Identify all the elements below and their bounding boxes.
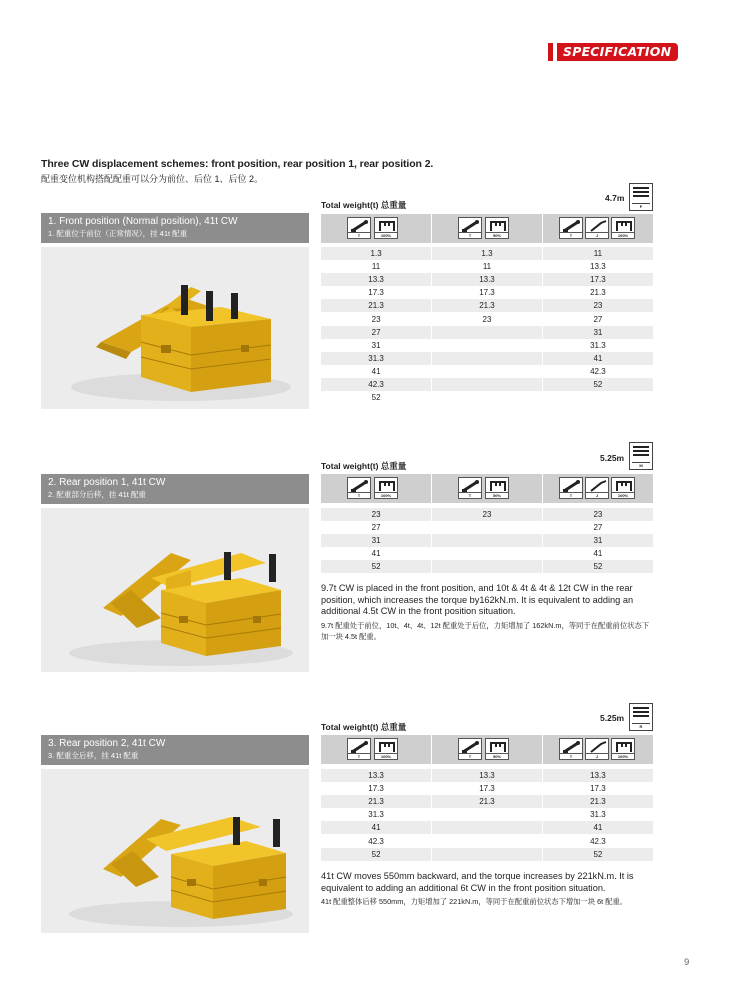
section-subtitle: 3. 配重全后移，挂 41t 配重 (48, 751, 139, 760)
table-cell: 31.3 (321, 352, 432, 365)
outrigger-icon: 50% (485, 477, 509, 499)
configuration-icons-row (321, 735, 653, 764)
table-cell: 31.3 (542, 808, 653, 821)
crane-boom-icon: T (347, 738, 371, 760)
outrigger-icon: 100% (611, 477, 635, 499)
badge-label: SPECIFICATION (557, 43, 678, 61)
weight-table-front (321, 247, 653, 404)
jib-icon: J (585, 477, 609, 499)
table-row (321, 326, 653, 339)
table-cell (432, 834, 543, 847)
table-cell: 23 (432, 312, 543, 325)
column-main-boom (321, 474, 432, 503)
table-cell: 23 (432, 508, 543, 521)
table-cell: 13.3 (432, 769, 543, 782)
table-row (321, 299, 653, 312)
table-cell: 11 (542, 247, 653, 260)
section-title: 2. Rear position 1, 41t CW (48, 477, 166, 488)
section-title: 3. Rear position 2, 41t CW (48, 738, 166, 749)
table-cell: 31 (321, 339, 432, 352)
column-half-outrigger (432, 735, 543, 764)
table-row (321, 286, 653, 299)
table-cell: 27 (321, 326, 432, 339)
configuration-icons-row (321, 214, 653, 243)
total-weight-label: Total weight(t) 总重量 (321, 461, 407, 471)
table-cell (432, 326, 543, 339)
counterweight-photo-front (41, 247, 309, 409)
table-row (321, 547, 653, 560)
table-row (321, 312, 653, 325)
total-weight-label: Total weight(t) 总重量 (321, 722, 407, 732)
table-cell: 41 (321, 547, 432, 560)
table-cell: 52 (542, 560, 653, 573)
table-cell: 27 (542, 312, 653, 325)
intro-chinese: 配重变位机构搭配配重可以分为前位、后位 1、后位 2。 (41, 174, 264, 184)
table-row (321, 260, 653, 273)
table-cell: 31 (321, 534, 432, 547)
crane-boom-icon: T (458, 477, 482, 499)
table-cell: 31 (542, 534, 653, 547)
crane-boom-icon: T (347, 217, 371, 239)
table-row (321, 365, 653, 378)
table-row (321, 834, 653, 847)
total-weight-label: Total weight(t) 总重量 (321, 200, 407, 210)
table-cell: 21.3 (321, 299, 432, 312)
table-cell: 27 (321, 521, 432, 534)
table-cell: 52 (542, 848, 653, 861)
table-cell: 21.3 (321, 795, 432, 808)
table-row (321, 339, 653, 352)
table-cell: 1.3 (321, 247, 432, 260)
table-row (321, 769, 653, 782)
section-1-header (41, 213, 309, 243)
counterweight-length: 5.25m (600, 453, 625, 463)
table-cell: 21.3 (542, 795, 653, 808)
outrigger-icon: 100% (611, 738, 635, 760)
table-row (321, 848, 653, 861)
table-cell: 13.3 (542, 769, 653, 782)
counterweight-position-icon: F (629, 183, 653, 211)
page-number: 9 (684, 957, 690, 968)
table-cell: 17.3 (432, 286, 543, 299)
outrigger-icon: 100% (374, 738, 398, 760)
table-cell (432, 352, 543, 365)
table-row (321, 391, 653, 404)
column-jib (543, 735, 653, 764)
table-cell: 41 (321, 365, 432, 378)
table-cell (432, 560, 543, 573)
table-cell: 17.3 (542, 782, 653, 795)
table-cell: 13.3 (321, 769, 432, 782)
table-cell: 42.3 (542, 365, 653, 378)
table-cell: 52 (321, 391, 432, 404)
table-row (321, 560, 653, 573)
table-cell: 17.3 (432, 782, 543, 795)
table-row (321, 521, 653, 534)
configuration-icons-row (321, 474, 653, 503)
table-row (321, 795, 653, 808)
rear-1-note-chinese: 9.7t 配重处于前位，10t、4t、4t、12t 配重处于后位，力矩增加了 162kN.m，等同于在配重前位状态下加一块 4.5t 配重。 (321, 621, 650, 641)
rear-2-note-chinese: 41t 配重整体后移 550mm，力矩增加了 221kN.m，等同于在配重前位状态下增加一块 6t 配重。 (321, 897, 628, 906)
table-cell: 23 (321, 312, 432, 325)
table-row (321, 378, 653, 391)
table-cell: 21.3 (432, 299, 543, 312)
table-row (321, 782, 653, 795)
table-cell: 31.3 (321, 808, 432, 821)
crane-boom-icon: T (347, 477, 371, 499)
crane-boom-icon: T (458, 217, 482, 239)
intro-english: Three CW displacement schemes: front position, rear position 1, rear position 2. (41, 158, 434, 170)
table-cell: 17.3 (321, 782, 432, 795)
table-cell: 13.3 (432, 273, 543, 286)
rear-1-note-english: 9.7t CW is placed in the front position, and 10t & 4t & 4t & 12t CW in the rear position, which increases the torque by162kN.m. It is equivalent to adding an additional 4.5t CW in the front position situation. (321, 583, 634, 616)
counterweight-photo-rear-2 (41, 769, 309, 933)
jib-icon: J (585, 738, 609, 760)
table-cell (432, 391, 543, 404)
crane-boom-icon: T (559, 738, 583, 760)
table-cell (432, 521, 543, 534)
column-jib (543, 214, 653, 243)
table-row (321, 247, 653, 260)
table-cell (432, 848, 543, 861)
table-cell: 31 (542, 326, 653, 339)
table-cell (432, 365, 543, 378)
table-cell: 23 (321, 508, 432, 521)
table-cell: 17.3 (321, 286, 432, 299)
table-row (321, 508, 653, 521)
rear-2-note-english: 41t CW moves 550mm backward, and the torque increases by 221kN.m. It is equivalent to adding an additional 6t CW in the front position situation. (321, 871, 634, 893)
table-cell: 1.3 (432, 247, 543, 260)
table-cell (432, 534, 543, 547)
counterweight-photo-rear-1 (41, 508, 309, 672)
weight-table-rear-2 (321, 769, 653, 861)
table-cell: 23 (542, 508, 653, 521)
column-main-boom (321, 214, 432, 243)
specification-badge (548, 43, 678, 61)
section-2-header (41, 474, 309, 504)
table-cell: 31.3 (542, 339, 653, 352)
table-cell (432, 339, 543, 352)
table-cell: 11 (432, 260, 543, 273)
table-cell: 41 (542, 547, 653, 560)
column-half-outrigger (432, 474, 543, 503)
table-cell (432, 821, 543, 834)
counterweight-position-icon: R (629, 703, 653, 731)
table-cell: 17.3 (542, 273, 653, 286)
table-row (321, 808, 653, 821)
table-cell: 42.3 (542, 834, 653, 847)
table-cell: 11 (321, 260, 432, 273)
crane-boom-icon: T (559, 477, 583, 499)
counterweight-position-icon: M (629, 442, 653, 470)
crane-boom-icon: T (458, 738, 482, 760)
crane-boom-icon: T (559, 217, 583, 239)
table-row (321, 821, 653, 834)
table-cell: 52 (321, 560, 432, 573)
column-main-boom (321, 735, 432, 764)
table-cell: 13.3 (321, 273, 432, 286)
table-cell (432, 547, 543, 560)
table-cell: 27 (542, 521, 653, 534)
outrigger-icon: 50% (485, 217, 509, 239)
table-cell: 42.3 (321, 378, 432, 391)
table-cell: 21.3 (432, 795, 543, 808)
counterweight-length: 4.7m (605, 193, 625, 203)
table-cell (432, 378, 543, 391)
badge-bar (548, 43, 553, 61)
table-cell: 21.3 (542, 286, 653, 299)
section-title: 1. Front position (Normal position), 41t CW (48, 216, 238, 227)
outrigger-icon: 100% (611, 217, 635, 239)
column-jib (543, 474, 653, 503)
table-cell (542, 391, 653, 404)
section-subtitle: 2. 配重部分后移，挂 41t 配重 (48, 490, 146, 499)
table-row (321, 534, 653, 547)
weight-table-rear-1 (321, 508, 653, 573)
column-half-outrigger (432, 214, 543, 243)
table-row (321, 352, 653, 365)
table-cell: 52 (321, 848, 432, 861)
table-cell: 41 (321, 821, 432, 834)
outrigger-icon: 50% (485, 738, 509, 760)
table-cell: 41 (542, 352, 653, 365)
counterweight-length: 5.25m (600, 713, 625, 723)
table-cell: 52 (542, 378, 653, 391)
table-cell: 23 (542, 299, 653, 312)
table-cell: 41 (542, 821, 653, 834)
section-subtitle: 1. 配重位于前位（正常情况），挂 41t 配重 (48, 229, 188, 238)
table-cell: 13.3 (542, 260, 653, 273)
outrigger-icon: 100% (374, 477, 398, 499)
table-cell: 42.3 (321, 834, 432, 847)
jib-icon: J (585, 217, 609, 239)
section-3-header (41, 735, 309, 765)
table-row (321, 273, 653, 286)
table-cell (432, 808, 543, 821)
outrigger-icon: 100% (374, 217, 398, 239)
